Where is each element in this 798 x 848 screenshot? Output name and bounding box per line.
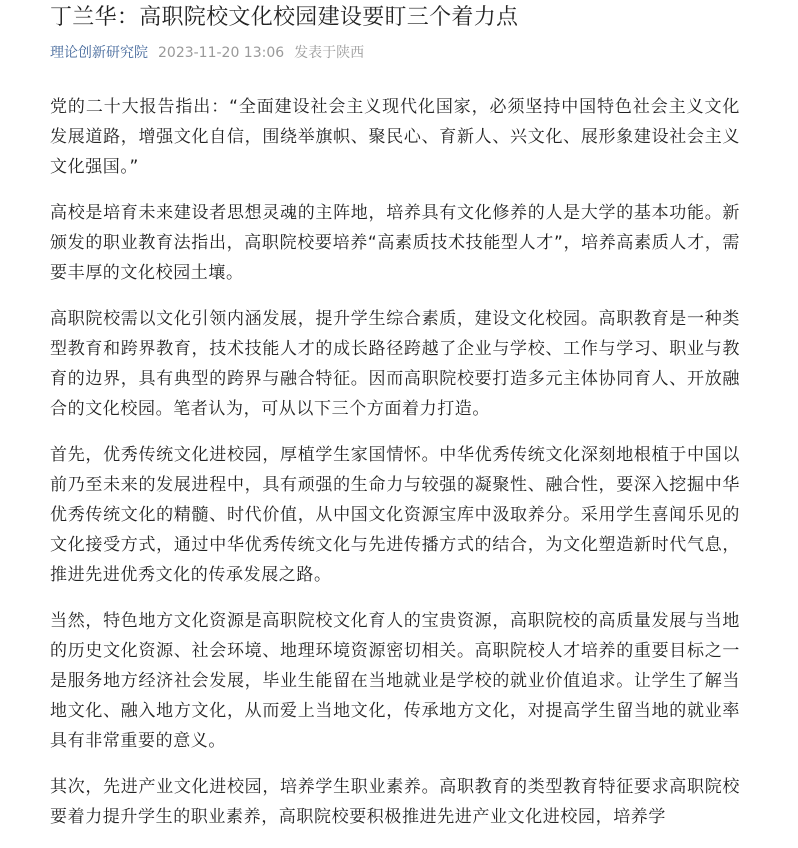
article-paragraph: 首先，优秀传统文化进校园，厚植学生家国情怀。中华优秀传统文化深刻地根植于中国以前乃至未来的发展进程中，具有顽强的生命力与较强的凝聚性、融合性，要深入挖掘中华优秀传统文化的精髓、时代价值，从中国文化资源宝库中汲取养分。采用学生喜闻乐见的文化接受方式，通过中华优秀传统文化与先进传播方式的结合，为文化塑造新时代气息，推进先进优秀文化的传承发展之路。 — [50, 445, 740, 585]
article — [50, 0, 740, 848]
article-paragraph: 当然，特色地方文化资源是高职院校文化育人的宝贵资源，高职院校的高质量发展与当地的历史文化资源、社会环境、地理环境资源密切相关。高职院校人才培养的重要目标之一是服务地方经济社会发展，毕业生能留在当地就业是学校的就业价值追求。让学生了解当地文化、融入地方文化，从而爱上当地文化，传承地方文化，对提高学生留当地的就业率具有非常重要的意义。 — [50, 611, 740, 751]
article-meta — [50, 43, 740, 63]
author-link[interactable]: 理论创新研究院 — [50, 45, 148, 61]
publish-datetime: 2023-11-20 13:06 — [158, 45, 285, 61]
article-paragraph: 高职院校需以文化引领内涵发展，提升学生综合素质，建设文化校园。高职教育是一种类型教育和跨界教育，技术技能人才的成长路径跨越了企业与学校、工作与学习、职业与教育的边界，具有典型的跨界与融合特征。因而高职院校要打造多元主体协同育人、开放融合的文化校园。笔者认为，可从以下三个方面着力打造。 — [50, 309, 740, 419]
article-paragraph: 党的二十大报告指出：“全面建设社会主义现代化国家，必须坚持中国特色社会主义文化发展道路，增强文化自信，围绕举旗帜、聚民心、育新人、兴文化、展形象建设社会主义文化强国。” — [50, 97, 740, 177]
article-paragraph: 其次，先进产业文化进校园，培养学生职业素养。高职教育的类型教育特征要求高职院校要着力提升学生的职业素养，高职院校要积极推进先进产业文化进校园，培养学 — [50, 777, 740, 827]
publish-location: 发表于陕西 — [294, 45, 365, 61]
article-paragraph: 高校是培育未来建设者思想灵魂的主阵地，培养具有文化修养的人是大学的基本功能。新颁发的职业教育法指出，高职院校要培养“高素质技术技能型人才”，培养高素质人才，需要丰厚的文化校园土壤。 — [50, 203, 740, 283]
article-body — [50, 92, 740, 832]
article-title: 丁兰华：高职院校文化校园建设要盯三个着力点 — [50, 5, 519, 30]
